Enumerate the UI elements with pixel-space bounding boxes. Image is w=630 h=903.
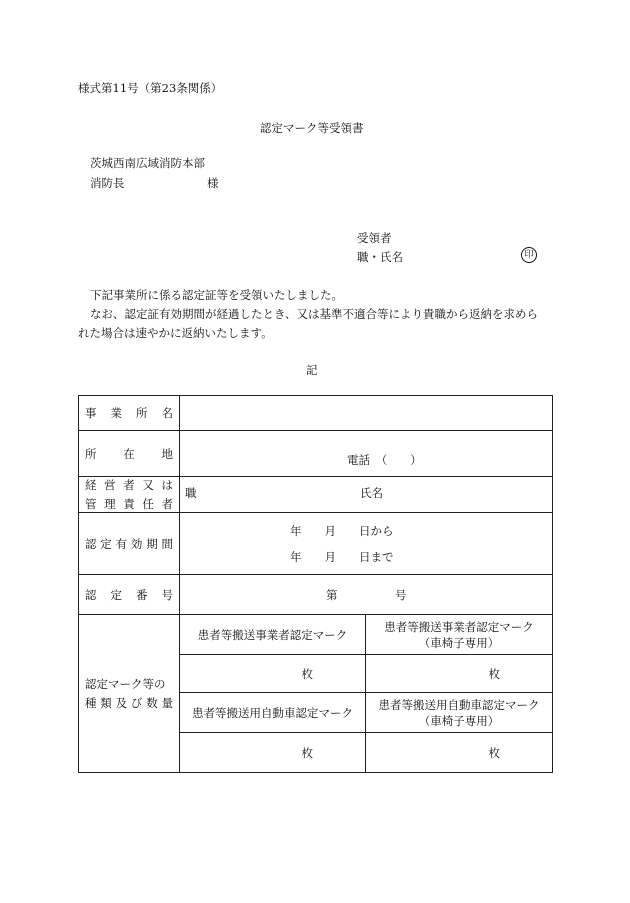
recipient-title: 消防長 xyxy=(90,176,125,190)
validity-field[interactable] xyxy=(180,513,553,575)
ki-heading: 記 xyxy=(306,363,318,377)
manager-field[interactable] xyxy=(180,477,553,513)
cert-no-label: 認 定 番 号 xyxy=(79,575,180,615)
row-marks-1 xyxy=(79,615,553,655)
validity-label: 認 定 有 効 期 間 xyxy=(79,513,180,575)
form-number: 様式第11号（第23条関係） xyxy=(78,81,223,95)
vehicle-mark-label: 患者等搬送用自動車認定マーク xyxy=(180,693,366,733)
body-line-3: れた場合は速やかに返納いたします。 xyxy=(78,326,273,340)
row-office-name xyxy=(79,396,553,431)
patient-carrier-mark-wc-qty[interactable]: 枚 xyxy=(366,655,553,693)
recipient-honorific: 様 xyxy=(207,176,219,190)
address-field[interactable] xyxy=(180,431,553,477)
receipt-table xyxy=(78,395,553,773)
marks-label: 認定マーク等の 種 類 及 び 数 量 xyxy=(79,615,180,773)
row-cert-no xyxy=(79,575,553,615)
patient-carrier-mark-wc-label: 患者等搬送事業者認定マーク （車椅子専用） xyxy=(366,615,553,655)
document-title: 認定マーク等受領書 xyxy=(260,121,364,135)
valid-from: 年 月 日から xyxy=(290,524,394,538)
phone-label: 電話 （ ） xyxy=(347,453,422,467)
cert-no-field[interactable] xyxy=(180,575,553,615)
name-label: 氏名 xyxy=(360,486,383,500)
address-label: 所 在 地 xyxy=(79,431,180,477)
row-validity xyxy=(79,513,553,575)
vehicle-mark-qty[interactable]: 枚 xyxy=(180,733,366,773)
patient-carrier-mark-label: 患者等搬送事業者認定マーク xyxy=(180,615,366,655)
seal-mark: 印 xyxy=(521,247,537,263)
receiver-label: 受領者 xyxy=(357,231,392,245)
cert-no-value: 第 号 xyxy=(326,587,407,602)
receiver-name-label: 職・氏名 xyxy=(357,250,403,264)
recipient-org: 茨城西南広域消防本部 xyxy=(90,156,205,170)
vehicle-mark-wc-qty[interactable]: 枚 xyxy=(366,733,553,773)
manager-label: 経 営 者 又 は 管 理 責 任 者 xyxy=(79,477,180,513)
patient-carrier-mark-qty[interactable]: 枚 xyxy=(180,655,366,693)
valid-to: 年 月 日まで xyxy=(290,550,394,564)
body-line-2: なお、認定証有効期間が経過したとき、又は基準不適合等により貴職から返納を求めら xyxy=(90,307,539,321)
row-address xyxy=(79,431,553,477)
body-line-1: 下記事業所に係る認定証等を受領いたしました。 xyxy=(90,288,343,302)
office-name-field[interactable] xyxy=(180,396,553,431)
vehicle-mark-wc-label: 患者等搬送用自動車認定マーク （車椅子専用） xyxy=(366,693,553,733)
post-label: 職 xyxy=(185,486,197,500)
row-manager xyxy=(79,477,553,513)
office-name-label: 事 業 所 名 xyxy=(79,396,180,431)
